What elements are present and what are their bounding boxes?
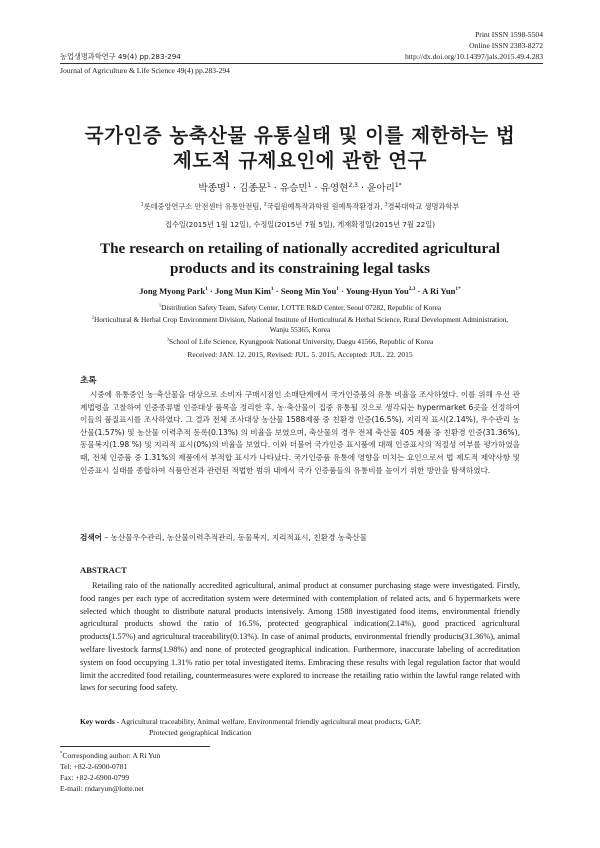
abstract-en-body: Retailing raio of the nationally accredited agricultural, animal product at consumer purchasing stage were investigated. Firstly, food ranges per each type of accreditation system were determined with contemplation of related acts, and 6 hypermarkets were selected which thought to distribute natural products intensively. Among 1588 investigated food items, environmental friendly agricultural products showd the ratio of 16.5%, protected geographical indication(2.14%), good practiced agricultural products(1.57%) and agricultural traceability(0.13%). In case of animal products, environmental friendly products(31.36%), animal welfare livestock farms(1.98%) and none of protected geographical indication. Furthermore, inaccurate labeling of accreditation system on food occupying 1.31% ratio per total investigated items. Embracing these results with legal regulation factor that would limit the accredited food retailing, countermeasures were explored to increase the retailing ratio within the lawful range related with laws for securing food safety. xyxy=(80,581,520,693)
abstract-ko-heading: 초록 xyxy=(80,376,97,386)
keywords-ko-list: 농산물우수관리, 농산물이력추적관리, 동물복지, 지리적표시, 친환경 농축산물 xyxy=(110,533,368,542)
keywords-en-list: Agricultural traceability, Animal welfare, Environmental friendly agricultural meat products, GAP, xyxy=(120,717,421,726)
affil-sup: 3 xyxy=(384,202,388,208)
keywords-en xyxy=(80,716,520,738)
footnote-sup: * xyxy=(60,751,63,757)
author-sep: · xyxy=(311,183,321,194)
title-en-line2: products and its constraining legal tasks xyxy=(169,260,431,277)
authors-ko xyxy=(40,180,560,194)
author-en: Jong Mun Kim xyxy=(214,286,271,296)
keywords-ko-label: 검색어 xyxy=(80,533,103,542)
keywords-sep: – xyxy=(102,533,111,542)
affiliation-en-2 xyxy=(50,315,550,324)
footnote-tel: Tel: +82-2-6900-0781 xyxy=(60,762,128,771)
author-ko: 윤아리 xyxy=(367,183,395,194)
author-ko: 박종명 xyxy=(198,183,227,194)
author-ko: 유승민 xyxy=(279,183,308,194)
affil-ko: 국립원예특작과학원 원예특작환경과, xyxy=(266,202,385,211)
author-en: Seong Min You xyxy=(280,286,337,296)
author-en-sup: 1 xyxy=(205,286,208,293)
affil-sup: 2 xyxy=(263,202,267,208)
affiliation-en-1 xyxy=(50,303,550,312)
author-sep: · xyxy=(273,286,281,296)
author-ko-sup: 1 xyxy=(226,181,230,189)
footnote-fax: Fax: +82-2-6900-0799 xyxy=(60,773,130,782)
authors-en xyxy=(40,286,560,296)
keywords-ko xyxy=(80,532,367,543)
affil-sup: 1 xyxy=(158,302,162,308)
author-sep: · xyxy=(207,286,215,296)
corresponding-author xyxy=(60,751,160,762)
author-en-sup: 1 xyxy=(336,286,339,293)
affiliations-ko xyxy=(40,202,560,212)
affil-en: School of Life Science, Kyungpook National University, Daegu 41566, Republic of Korea xyxy=(169,337,434,346)
affil-sup: 1 xyxy=(140,202,144,208)
author-sep: · xyxy=(338,286,346,296)
footnote-text: Corresponding author: A Ri Yun xyxy=(62,751,161,760)
author-en: A Ri Yun xyxy=(422,286,456,296)
affil-en: Horticultural & Herbal Crop Environment Division, National Institute of Horticultural & Herbal Science, Rural Development Administration, xyxy=(94,315,509,324)
dates-en: Received: JAN. 12. 2015, Revised: JUL. 5. 2015, Accepted: JUL. 22. 2015 xyxy=(187,350,413,359)
author-sep: · xyxy=(415,286,423,296)
dates-ko: 접수일(2015년 1월 12일), 수정일(2015년 7월 5일), 게재확정일(2015년 7월 22일) xyxy=(165,220,435,229)
author-en-sup: 1 xyxy=(270,286,274,293)
author-en-sup: 2,3 xyxy=(408,286,416,293)
author-ko: 유영현 xyxy=(320,183,349,194)
print-issn: Print ISSN 1598-5504 xyxy=(475,30,543,39)
author-en: Jong Myong Park xyxy=(139,286,206,296)
author-ko-sup: 1 xyxy=(266,181,271,189)
keywords-sep: - xyxy=(114,717,121,726)
doi-link[interactable]: http://dx.doi.org/10.14397/jals.2015.49.4.283 xyxy=(404,52,543,61)
title-en-line1: The research on retailing of nationally accredited agricultural xyxy=(99,240,501,257)
journal-name-en: Journal of Agriculture & Life Science 49(4) pp.283-294 xyxy=(60,66,230,75)
affil-sup: 2 xyxy=(91,314,95,320)
affil-sup: 3 xyxy=(166,336,170,342)
abstract-en-heading: ABSTRACT xyxy=(80,565,127,575)
title-ko-line1: 국가인증 농축산물 유통실태 및 이를 제한하는 법 xyxy=(84,124,516,147)
affiliation-en-2b: Wanju 55365, Korea xyxy=(269,325,331,334)
affil-en: Distribution Safety Team, Safety Center, LOTTE R&D Center, Seoul 07282, Republic of Korea xyxy=(161,303,442,312)
author-en: Young-Hyun You xyxy=(345,286,409,296)
footnote-email[interactable]: E-mail: rndaryun@lotte.net xyxy=(60,784,144,793)
author-sep: · xyxy=(229,183,240,194)
author-ko-sup: 1* xyxy=(394,181,402,189)
title-ko-line2: 제도적 규제요인에 관한 연구 xyxy=(173,149,427,172)
author-sep: · xyxy=(270,183,280,194)
online-issn: Online ISSN 2383-8272 xyxy=(469,41,543,50)
header-rule xyxy=(60,63,543,64)
keywords-en-label: Key words xyxy=(80,717,115,726)
journal-name-ko: 농업생명과학연구 49(4) pp.283-294 xyxy=(60,52,181,61)
author-ko: 김종문 xyxy=(239,183,267,194)
author-ko-sup: 1 xyxy=(307,181,312,189)
footnote-rule xyxy=(60,746,210,747)
abstract-ko-body: 시중에 유통중인 농·축산물을 대상으로 소비자 구매시점인 소매단계에서 국가인증품의 유통 비율을 조사하였다. 이를 위해 우선 관계법령을 고찰하여 인증종류별 인증대상 품목을 정리한 후, 농·축산물이 집중 유통될 것으로 생각되는 hypermarket 6곳을 선정하여 이들의 품질표시를 조사하였다. 그 결과 전체 조사대상 농산물 1588제품 중 친환경 인증(16.5%), 지리적 표시(2.14%), 우수관리 농산물(1.57%) 및 농산물 이력추적 등록(0.13%) 의 비율을 보였으며, 축산물의 경우 전체 축산물 405 제품 중 친환경 인증(31.36%), 동물복지(1.98 %) 및 지리적 표시(0%)의 비율을 보였다. 이와 더불어 국가인증 표시품에 대해 인증표시의 적절성 여부를 평가하였을 때, 전체 인증품 중 1.31%의 제품에서 부적합 표시가 나타났다. 국가인증품 유통에 영향을 미치는 요인으로서 법 제도적 제약사항 및 인증표시 실태를 종합하여 식품안전과 관련된 적법한 범위 내에서 국가 인증품들의 유통비를 높이기 위한 방안을 탐색하였다. xyxy=(80,390,520,475)
affil-ko: 경북대학교 생명과학부 xyxy=(387,202,460,211)
keywords-en-list-cont: Protected geographical Indication xyxy=(149,728,252,737)
affil-ko: 롯데중앙연구소 안전센터 유통안전팀, xyxy=(143,202,264,211)
author-en-sup: 1* xyxy=(455,286,461,293)
author-sep: · xyxy=(357,183,368,194)
affiliation-en-3 xyxy=(50,337,550,346)
author-ko-sup: 2,3 xyxy=(348,181,358,189)
